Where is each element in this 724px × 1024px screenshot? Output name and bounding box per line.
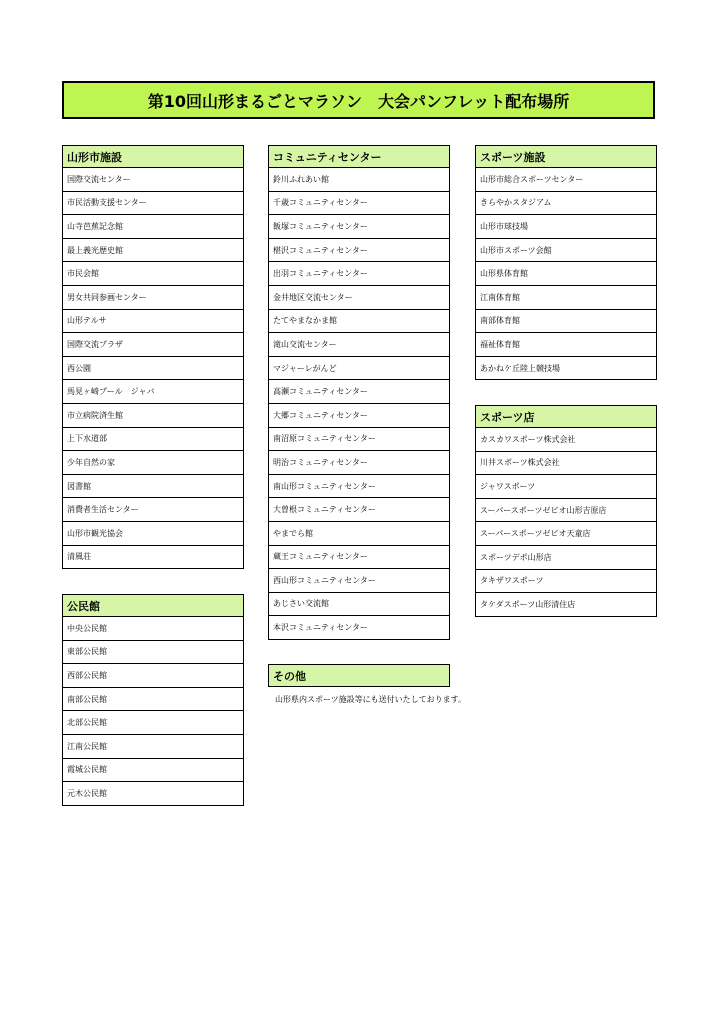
section-heading: その他 (268, 664, 450, 687)
list-item: 国際交流プラザ (62, 333, 244, 357)
section-heading: スポーツ店 (475, 405, 657, 428)
list-item: 本沢コミュニティセンター (268, 616, 450, 640)
list-item: 馬見ヶ崎プール ジャバ (62, 380, 244, 404)
list-item: 山形市総合スポーツセンター (475, 168, 657, 192)
section-kominkan (62, 594, 244, 806)
list-item: 金井地区交流センター (268, 286, 450, 310)
list-item: 飯塚コミュニティセンター (268, 215, 450, 239)
page-title: 第10回山形まるごとマラソン 大会パンフレット配布場所 (62, 81, 655, 119)
list-item: 南沼原コミュニティセンター (268, 428, 450, 452)
list-item: 山形市観光協会 (62, 522, 244, 546)
list-item: 出羽コミュニティセンター (268, 262, 450, 286)
list-item: 少年自然の家 (62, 451, 244, 475)
list-item: 南山形コミュニティセンター (268, 475, 450, 499)
list-item: 大郷コミュニティセンター (268, 404, 450, 428)
list-item: 南部公民館 (62, 688, 244, 712)
list-item: 椹沢コミュニティセンター (268, 239, 450, 263)
list-item: 中央公民館 (62, 617, 244, 641)
list-item: きらやかスタジアム (475, 192, 657, 216)
list-item: スーパースポーツゼビオ天童店 (475, 522, 657, 546)
list-item: 市立病院済生館 (62, 404, 244, 428)
list-item: 滝山交流センター (268, 333, 450, 357)
list-item: 北部公民館 (62, 711, 244, 735)
list-item: 市民会館 (62, 262, 244, 286)
list-item: スポーツデポ山形店 (475, 546, 657, 570)
list-item: 福祉体育館 (475, 333, 657, 357)
list-item: 西部公民館 (62, 664, 244, 688)
list-item: 千歳コミュニティセンター (268, 192, 450, 216)
list-item: 消費者生活センター (62, 498, 244, 522)
list-item: タキザワスポーツ (475, 570, 657, 594)
list-item: 山寺芭蕉記念館 (62, 215, 244, 239)
section-heading: 公民館 (62, 594, 244, 617)
list-item: あかねケ丘陸上競技場 (475, 357, 657, 381)
list-item: 山形市球技場 (475, 215, 657, 239)
list-item: 東部公民館 (62, 641, 244, 665)
list-item: 西公園 (62, 357, 244, 381)
list-item: 霞城公民館 (62, 759, 244, 783)
list-item: 西山形コミュニティセンター (268, 569, 450, 593)
list-item: 市民活動支援センター (62, 192, 244, 216)
list-item: 明治コミュニティセンター (268, 451, 450, 475)
section-community-centers (268, 145, 450, 640)
list-item: 図書館 (62, 475, 244, 499)
list-item: スーパースポーツゼビオ山形吉原店 (475, 499, 657, 523)
list-item: 元木公民館 (62, 782, 244, 806)
list-item: 山形県体育館 (475, 262, 657, 286)
list-item: マジャーレがんど (268, 357, 450, 381)
section-sports-shops (475, 405, 657, 617)
list-item: やまでら館 (268, 522, 450, 546)
list-item: 高瀬コミュニティセンター (268, 380, 450, 404)
list-item: カスカワスポーツ株式会社 (475, 428, 657, 452)
list-item: 山形市スポーツ会館 (475, 239, 657, 263)
list-item: 最上義光歴史館 (62, 239, 244, 263)
list-item: あじさい交流館 (268, 593, 450, 617)
list-item: 南部体育館 (475, 310, 657, 334)
section-heading: スポーツ施設 (475, 145, 657, 168)
other-note: 山形県内スポーツ施設等にも送付いたしております。 (275, 695, 467, 704)
section-heading: コミュニティセンター (268, 145, 450, 168)
list-item: 江南体育館 (475, 286, 657, 310)
list-item: 清風荘 (62, 546, 244, 570)
list-item: 男女共同参画センター (62, 286, 244, 310)
section-yamagata-facilities (62, 145, 244, 569)
list-item: 上下水道部 (62, 428, 244, 452)
list-item: タケダスポーツ山形清住店 (475, 593, 657, 617)
section-sports-facilities (475, 145, 657, 380)
list-item: ジャワスポーツ (475, 475, 657, 499)
list-item: たてやまなかま館 (268, 310, 450, 334)
list-item: 江南公民館 (62, 735, 244, 759)
list-item: 川井スポーツ株式会社 (475, 452, 657, 476)
list-item: 鈴川ふれあい館 (268, 168, 450, 192)
list-item: 大曽根コミュニティセンター (268, 498, 450, 522)
section-other (268, 664, 450, 687)
section-heading: 山形市施設 (62, 145, 244, 168)
list-item: 蔵王コミュニティセンター (268, 546, 450, 570)
list-item: 国際交流センター (62, 168, 244, 192)
list-item: 山形テルサ (62, 310, 244, 334)
